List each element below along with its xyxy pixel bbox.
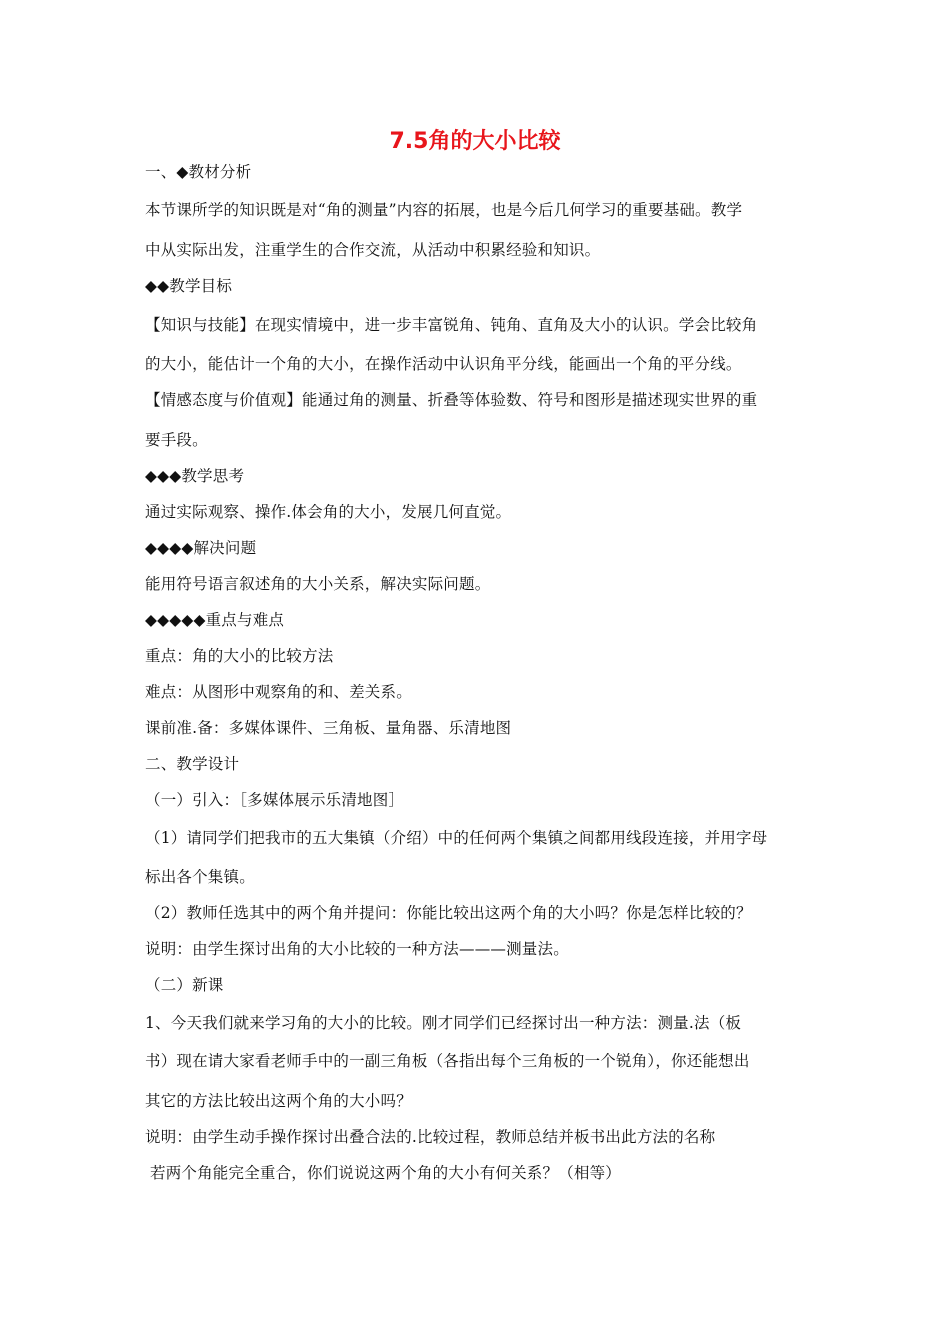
paragraph-line: 标出各个集镇。 bbox=[145, 868, 255, 886]
paragraph-line: 其它的方法比较出这两个角的大小吗？ bbox=[145, 1092, 412, 1110]
paragraph-line: 若两个角能完全重合，你们说说这两个角的大小有何关系？（相等） bbox=[150, 1164, 622, 1182]
paragraph-line: （1）请同学们把我市的五大集镇（介绍）中的任何两个集镇之间都用线段连接，并用字母 bbox=[145, 829, 768, 847]
section-heading-problem-solving: ◆◆◆◆解决问题 bbox=[145, 539, 257, 557]
paragraph-line: 课前准.备：多媒体课件、三角板、量角器、乐清地图 bbox=[145, 719, 512, 737]
subsection-heading-new-lesson: （二）新课 bbox=[145, 976, 224, 994]
section-heading-teaching-design: 二、教学设计 bbox=[145, 755, 240, 773]
paragraph-line: 中从实际出发，注重学生的合作交流，从活动中积累经验和知识。 bbox=[145, 241, 601, 259]
paragraph-line: 说明：由学生探讨出角的大小比较的一种方法———测量法。 bbox=[145, 940, 569, 958]
paragraph-line: 要手段。 bbox=[145, 431, 208, 449]
paragraph-line: 本节课所学的知识既是对“角的测量”内容的拓展，也是今后几何学习的重要基础。教学 bbox=[145, 201, 743, 219]
section-heading-material-analysis: 一、◆教材分析 bbox=[145, 163, 252, 181]
paragraph-line: 重点：角的大小的比较方法 bbox=[145, 647, 334, 665]
paragraph-line: 通过实际观察、操作.体会角的大小，发展几何直觉。 bbox=[145, 503, 512, 521]
paragraph-line: 1、今天我们就来学习角的大小的比较。刚才同学们已经探讨出一种方法：测量.法（板 bbox=[145, 1014, 742, 1032]
subsection-heading-intro: （一）引入：［多媒体展示乐清地图］ bbox=[145, 791, 405, 809]
section-heading-teaching-goals: ◆◆教学目标 bbox=[145, 277, 233, 295]
paragraph-line: 难点：从图形中观察角的和、差关系。 bbox=[145, 683, 412, 701]
paragraph-line: 【知识与技能】在现实情境中，进一步丰富锐角、钝角、直角及大小的认识。学会比较角 bbox=[145, 316, 758, 334]
paragraph-line: 书）现在请大家看老师手中的一副三角板（各指出每个三角板的一个锐角），你还能想出 bbox=[145, 1052, 750, 1070]
section-heading-teaching-thinking: ◆◆◆教学思考 bbox=[145, 467, 245, 485]
paragraph-line: （2）教师任选其中的两个角并提问：你能比较出这两个角的大小吗？你是怎样比较的？ bbox=[145, 904, 752, 922]
paragraph-line: 的大小，能估计一个角的大小，在操作活动中认识角平分线，能画出一个角的平分线。 bbox=[145, 355, 742, 373]
paragraph-line: 能用符号语言叙述角的大小关系，解决实际问题。 bbox=[145, 575, 491, 593]
section-heading-key-points: ◆◆◆◆◆重点与难点 bbox=[145, 611, 285, 629]
paragraph-line: 说明：由学生动手操作探讨出叠合法的.比较过程，教师总结并板书出此方法的名称 bbox=[145, 1128, 716, 1146]
document-title: 7.5角的大小比较 bbox=[389, 129, 561, 154]
paragraph-line: 【情感态度与价值观】能通过角的测量、折叠等体验数、符号和图形是描述现实世界的重 bbox=[145, 391, 758, 409]
